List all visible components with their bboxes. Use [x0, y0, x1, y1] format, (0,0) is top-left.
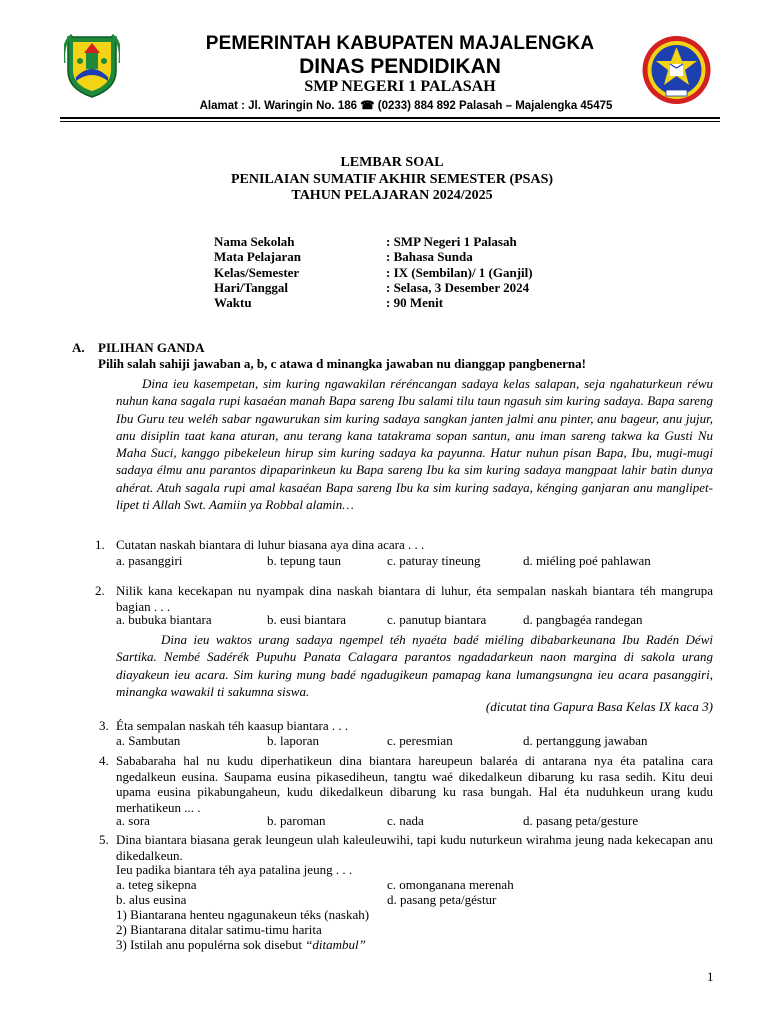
- option-b[interactable]: b. tepung taun: [267, 553, 342, 568]
- header-rule-thick: [60, 117, 720, 119]
- question-text: Nilik kana kecekapan nu nyampak dina naskah biantara di luhur, éta sempalan naskah biantara téh mangrupa bagian . . .: [116, 583, 713, 614]
- identity-key: Hari/Tanggal: [214, 279, 288, 295]
- header-rule-thin: [60, 121, 720, 122]
- question-subtext: Ieu padika biantara téh aya patalina jeung . . .: [116, 862, 353, 877]
- option-a[interactable]: a. Sambutan: [116, 733, 181, 748]
- option-c[interactable]: c. omonganana merenah: [387, 877, 514, 892]
- identity-value: : SMP Negeri 1 Palasah: [386, 234, 517, 249]
- option-d[interactable]: d. pasang peta/géstur: [387, 892, 497, 907]
- option-b[interactable]: b. alus eusina: [116, 892, 187, 907]
- page-number: 1: [707, 969, 714, 984]
- identity-value: : IX (Sembilan)/ 1 (Ganjil): [386, 264, 533, 280]
- section-label: A.: [72, 340, 85, 355]
- option-c[interactable]: c. peresmian: [387, 733, 453, 748]
- exam-identity: [214, 234, 533, 310]
- option-c[interactable]: c. panutup biantara: [387, 612, 487, 627]
- section-heading: PILIHAN GANDA: [98, 340, 205, 355]
- answer-options: [116, 553, 716, 569]
- reading-passage-1: Dina ieu kasempetan, sim kuring ngawakilan réréncangan sadaya kelas salapan, seja ngahaturkeun réwu nuhun kana sagala rupi kasaéan manah Bapa sareng Ibu salami tilu taun ngasuh sim kuring sadaya. Bapa sareng Ibu Guru teu weléh sabar ngawurukan sim kuring sadaya sangkan janten jalmi anu pinter, anu bageur, anu jujur, anu disiplin taat kana aturan, anu terang kana tatakrama sopan santun, anu iman sareng takwa ka Gusti Nu Maha Suci, kanggo pibekeleun hirup sim kuring sadaya ka payunna. Hatur nuhun pisan Bapa, Ibu, mugi-mugi sadaya élmu anu parantos dipaparinkeun ku Bapa sareng Ibu ka sim kuring sadaya mangpaat lahir batin dunya ahérat. Atuh sagala rupi amal kasaéan Bapa sareng Ibu ka sim kuring sadaya, kénging ganjaran anu manglipet-lipet ti Allah Swt. Aamiin ya Robbal alamin…: [116, 376, 713, 513]
- option-c[interactable]: c. nada: [387, 813, 424, 828]
- option-a[interactable]: a. teteg sikepna: [116, 877, 197, 892]
- list-item-text: 3) Istilah anu populérna sok disebut: [116, 937, 306, 952]
- option-b[interactable]: b. laporan: [267, 733, 319, 748]
- list-item: 2) Biantarana ditalar satimu-timu harita: [116, 922, 322, 937]
- answer-options: [116, 813, 716, 829]
- school-logo: [640, 34, 713, 106]
- section-instruction: Pilih salah sahiji jawaban a, b, c atawa d minangka jawaban nu dianggap pangbenerna!: [98, 356, 586, 371]
- identity-key: Waktu: [214, 295, 252, 311]
- option-c[interactable]: c. paturay tineung: [387, 553, 481, 568]
- identity-value: : Bahasa Sunda: [386, 249, 473, 265]
- address-phone: (0233) 884 892 Palasah – Majalengka 45475: [377, 100, 613, 112]
- option-b[interactable]: b. paroman: [267, 813, 326, 828]
- identity-key: Kelas/Semester: [214, 264, 300, 280]
- doc-academic-year: TAHUN PELAJARAN 2024/2025: [291, 188, 493, 203]
- passage-source: (dicutat tina Gapura Basa Kelas IX kaca 3): [485, 699, 713, 714]
- header-government: PEMERINTAH KABUPATEN MAJALENGKA: [205, 33, 595, 54]
- option-d[interactable]: d. pertanggung jawaban: [523, 733, 648, 748]
- question-number: 3.: [99, 718, 109, 733]
- question-number: 4.: [99, 753, 109, 768]
- identity-row: [214, 249, 533, 264]
- question-text: Cutatan naskah biantara di luhur biasana aya dina acara . . .: [116, 537, 425, 552]
- question-text: Sababaraha hal nu kudu diperhatikeun dina biantara hareupeun balaréa di antarana nya éta patalina cara ngedalkeun eusina. Saupama eusina pikasediheun, tangtu waé dikedalkeun dibarung ku rasa sedih. Kitu deui upama eusina pikabungaheun, kudu dikedalkeun dibarung ku rasa bungah. Hal éta nuduhkeun urang kudu merhatikeun ... .: [116, 753, 713, 815]
- question-number: 5.: [99, 832, 109, 847]
- answer-options: [116, 612, 716, 628]
- option-d[interactable]: d. pasang peta/gesture: [523, 813, 639, 828]
- option-b[interactable]: b. eusi biantara: [267, 612, 347, 627]
- question-number: 1.: [95, 537, 105, 552]
- identity-value: : Selasa, 3 Desember 2024: [386, 279, 530, 295]
- identity-value: : 90 Menit: [386, 295, 444, 311]
- identity-row: [214, 280, 533, 295]
- answer-options: [116, 877, 716, 893]
- doc-title: LEMBAR SOAL: [340, 155, 444, 170]
- reading-passage-2: Dina ieu waktos urang sadaya ngempel téh nyaéta badé miéling dibabarkeunana Ibu Radén Déwi Sartika. Nembé Sadérék Pupuhu Panata Calagara parantos ngadadarkeun naon margina di sakola urang diayakeun ieu acara. Sim kuring mung badé ngadugikeun pamapag kana lumangsungna ieu acara pasanggiri, minangka wawakil ti sakumna siswa.: [116, 632, 713, 699]
- identity-key: Mata Pelajaran: [214, 249, 302, 265]
- list-item: [116, 937, 366, 953]
- option-a[interactable]: a. bubuka biantara: [116, 612, 212, 627]
- italic-term: “ditambul”: [305, 937, 366, 952]
- identity-row: [214, 295, 533, 310]
- question-number: 2.: [95, 583, 105, 598]
- question-text: Éta sempalan naskah téh kaasup biantara . . .: [116, 718, 349, 733]
- phone-icon: ☎: [360, 100, 375, 112]
- identity-key: Nama Sekolah: [214, 234, 295, 249]
- identity-row: [214, 265, 533, 280]
- option-d[interactable]: d. pangbagéa randegan: [523, 612, 643, 627]
- answer-options: [116, 892, 716, 908]
- identity-row: [214, 234, 533, 249]
- header-school: SMP NEGERI 1 PALASAH: [304, 78, 496, 95]
- option-a[interactable]: a. pasanggiri: [116, 553, 183, 568]
- question-text: Dina biantara biasana gerak leungeun ulah kaleuleuwihi, tapi kudu nuturkeun wirahma jeung nada kekecapan anu dikedalkeun.: [116, 832, 713, 863]
- header-department: DINAS PENDIDIKAN: [299, 55, 501, 78]
- option-d[interactable]: d. miéling poé pahlawan: [523, 553, 651, 568]
- option-a[interactable]: a. sora: [116, 813, 150, 828]
- list-item: 1) Biantarana henteu ngagunakeun téks (naskah): [116, 907, 370, 922]
- address-street: Alamat : Jl. Waringin No. 186: [199, 100, 358, 112]
- doc-subtitle: PENILAIAN SUMATIF AKHIR SEMESTER (PSAS): [230, 172, 554, 187]
- answer-options: [116, 733, 716, 749]
